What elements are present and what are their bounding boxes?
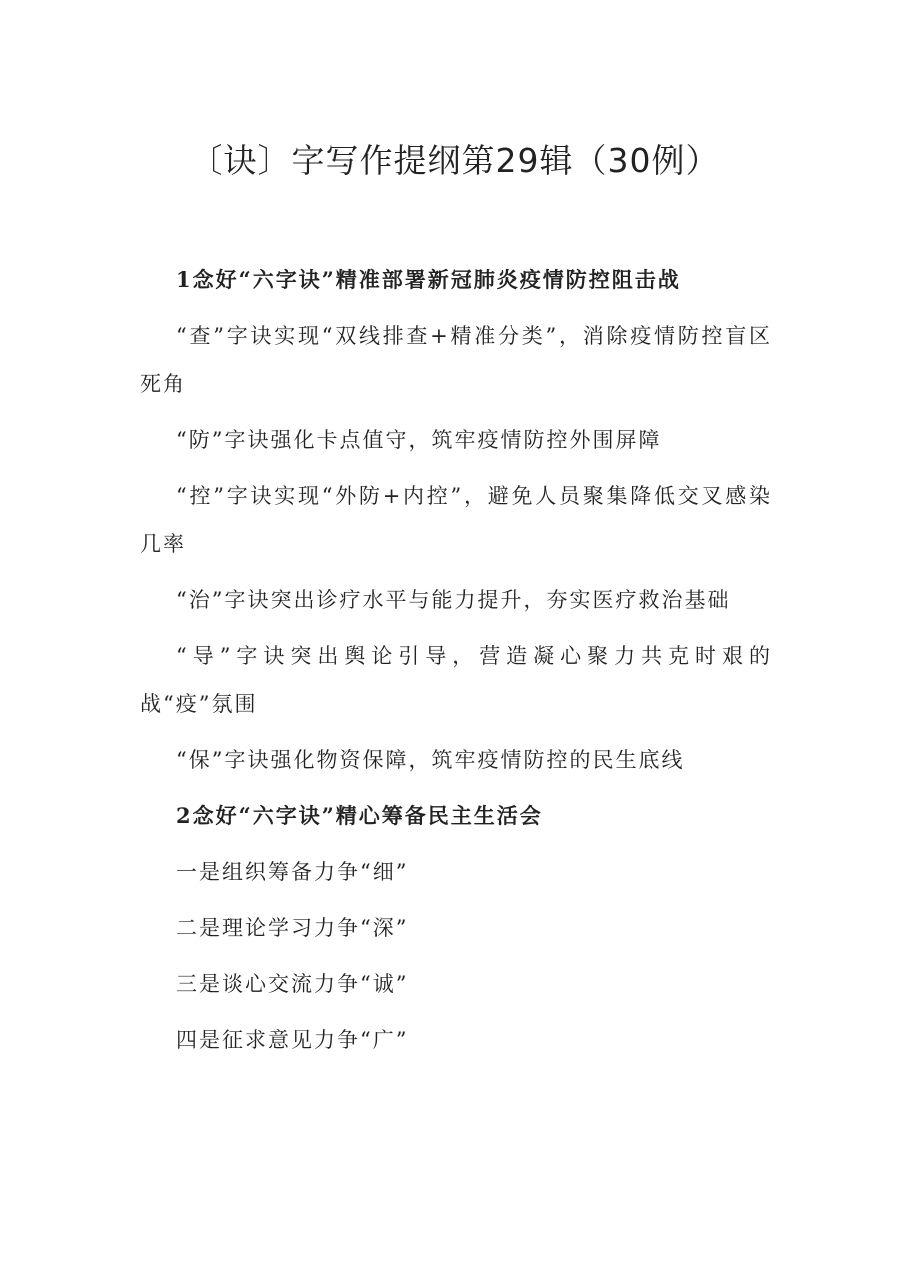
paragraph: 三是谈心交流力争“诚” <box>176 972 409 996</box>
paragraph: “查”字诀实现“双线排查+精准分类”，消除疫情防控盲区死角 <box>140 324 772 396</box>
paragraph: “防”字诀强化卡点值守，筑牢疫情防控外围屏障 <box>176 428 662 452</box>
section-heading: 2念好“六字诀”精心筹备民主生活会 <box>176 803 543 828</box>
paragraph: 二是理论学习力争“深” <box>176 916 409 940</box>
document-body <box>140 256 772 1072</box>
paragraph: 一是组织筹备力争“细” <box>176 860 409 884</box>
paragraph: “导”字诀突出舆论引导，营造凝心聚力共克时艰的战“疫”氛围 <box>140 644 772 716</box>
document-title: 〔诀〕字写作提纲第29辑（30例） <box>189 141 720 180</box>
paragraph: “控”字诀实现“外防+内控”，避免人员聚集降低交叉感染几率 <box>140 484 772 556</box>
section-heading: 1念好“六字诀”精准部署新冠肺炎疫情防控阻击战 <box>176 267 681 292</box>
paragraph: “治”字诀突出诊疗水平与能力提升，夯实医疗救治基础 <box>176 588 731 612</box>
paragraph: “保”字诀强化物资保障，筑牢疫情防控的民生底线 <box>176 748 685 772</box>
paragraph: 四是征求意见力争“广” <box>176 1028 409 1052</box>
